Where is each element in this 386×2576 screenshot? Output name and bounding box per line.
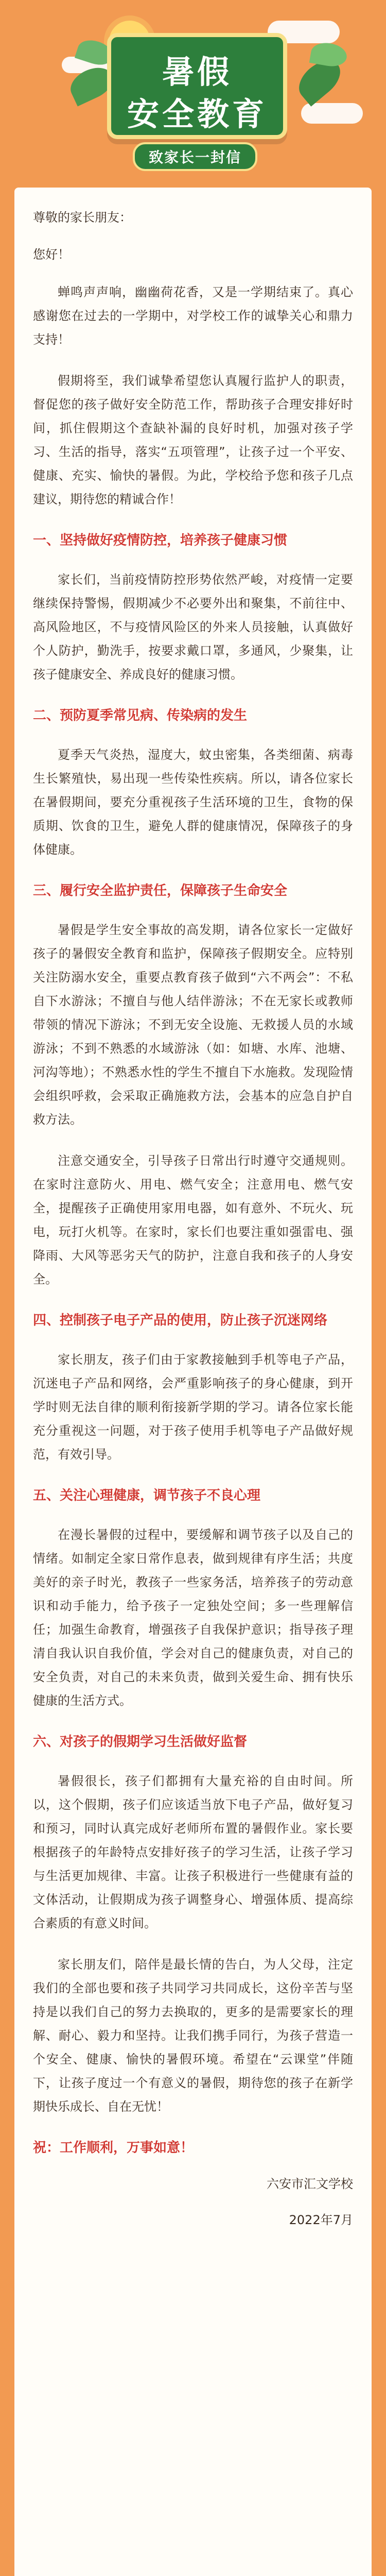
title-line-1: 暑假 <box>162 53 232 91</box>
section-paragraph: 注意交通安全，引导孩子日常出行时遵守交通规则。在家时注意防火、用电、燃气安全；注意用电、燃气安全，提醒孩子正确使用家用电器，如有意外、不玩火、玩电，玩打火机等。在家时，家长们也要注重如强雷电、强降雨、大风等恶劣天气的防护，注意自我和孩子的人身安全。 <box>33 1154 353 1286</box>
section-paragraph: 暑假是学生安全事故的高发期，请各位家长一定做好孩子的暑假安全教育和监护，保障孩子假期安全。应特别关注防溺水安全，重要点教育孩子做到“六不两会”：不私自下水游泳；不擅自与他人结伴游泳；不在无家长或教师带领的情况下游泳；不到无安全设施、无救援人员的水域游泳；不到不熟悉的水域游泳（如：如塘、水库、池塘、河沟等地）；不熟悉水性的学生不擅自下水施救。发现险情会组织呼救，会采取正确施救方法，会基本的应急自护自救方法。 <box>33 923 353 1127</box>
date: 2022年7月 <box>289 2213 353 2227</box>
section-heading-3: 三、履行安全监护责任，保障孩子生命安全 <box>33 883 288 899</box>
signature: 六安市汇文学校 <box>267 2177 353 2191</box>
title-line-2: 安全教育 <box>127 95 267 133</box>
hello: 您好！ <box>33 247 70 262</box>
section-paragraph: 家长朋友们，陪伴是最长情的告白，为人父母，注定我们的全部也要和孩子共同学习共同成长，这份辛苦与坚持是以我们自己的努力去换取的，更多的是需要家长的理解、耐心、毅力和坚持。让我们携手同行，为孩子营造一个安全、健康、愉快的暑假环境。希望在“云课堂”伴随下，让孩子度过一个有意义的暑假，期待您的孩子在新学期快乐成长、自在无忧！ <box>33 1957 353 2114</box>
section-heading-4: 四、控制孩子电子产品的使用，防止孩子沉迷网络 <box>33 1313 328 1328</box>
section-heading-5: 五、关注心理健康，调节孩子不良心理 <box>33 1488 261 1503</box>
intro-paragraph: 蝉鸣声声响，幽幽荷花香，又是一学期结束了。真心感谢您在过去的一学期中，对学校工作的诚挚关心和鼎力支持！ <box>33 285 353 347</box>
section-paragraph: 在漫长暑假的过程中，要缓解和调节孩子以及自己的情绪。如制定全家日常作息表，做到规律有序生活；共度美好的亲子时光，教孩子一些家务活，培养孩子的劳动意识和动手能力，给予孩子一定独处空间；多一些理解信任；加强生命教育，增强孩子自我保护意识；指导孩子理清自我认识自我价值，学会对自己的健康负责，对自己的安全负责，对自己的未来负责，做到关爱生命、拥有快乐健康的生活方式。 <box>33 1528 353 1708</box>
intro-paragraph: 假期将至，我们诚挚希望您认真履行监护人的职责，督促您的孩子做好安全防范工作，帮助孩子合理安排好时间，抓住假期这个查缺补漏的良好时机，加强对孩子学习、生活的指导，落实“五项管理”，让孩子过一个平安、健康、充实、愉快的暑假。为此，学校给予您和孩子几点建议，期待您的精诚合作！ <box>33 374 353 506</box>
section-heading-6: 六、对孩子的假期学习生活做好监督 <box>33 1734 248 1750</box>
section-heading-1: 一、坚持做好疫情防控，培养孩子健康习惯 <box>33 533 288 548</box>
subtitle-badge: 致家长一封信 <box>133 142 257 171</box>
closing-line: 祝：工作顺利，万事如意！ <box>33 2140 194 2156</box>
title-box <box>107 33 287 139</box>
section-paragraph: 夏季天气炎热，湿度大，蚊虫密集，各类细菌、病毒生长繁殖快，易出现一些传染性疾病。所以，请各位家长在暑假期间，要充分重视孩子生活环境的卫生，食物的保质期、饮食的卫生，避免人群的健康情况，保障孩子的身体健康。 <box>33 748 353 857</box>
section-paragraph: 暑假很长，孩子们都拥有大量充裕的自由时间。所以，这个假期，孩子们应该适当放下电子产品，做好复习和预习，同时认真完成好老师所布置的暑假作业。家长要根据孩子的年龄特点安排好孩子的学习生活，让孩子学习与生活更加规律、丰富。让孩子积极进行一些健康有益的文体活动，让假期成为孩子调整身心、增强体质、提高综合素质的有意义时间。 <box>33 1774 353 1930</box>
section-heading-2: 二、预防夏季常见病、传染病的发生 <box>33 708 248 723</box>
section-paragraph: 家长朋友，孩子们由于家教接触到手机等电子产品，沉迷电子产品和网络，会严重影响孩子的身心健康，到开学时则无法自律的顺利衔接新学期的学习。请各位家长能充分重视这一问题，对于孩子使用手机等电子产品做好规范，有效引导。 <box>33 1352 353 1462</box>
section-paragraph: 家长们，当前疫情防控形势依然严峻，对疫情一定要继续保持警惕，假期减少不必要外出和聚集，不前往中、高风险地区，不与疫情风险区的外来人员接触，认真做好个人防护，勤洗手，按要求戴口罩，多通风，少聚集，让孩子健康安全、养成良好的健康习惯。 <box>33 572 353 682</box>
letter-card <box>14 188 372 2576</box>
header-hero <box>0 0 386 185</box>
greeting: 尊敬的家长朋友： <box>33 210 132 225</box>
letter-content <box>33 206 353 2576</box>
